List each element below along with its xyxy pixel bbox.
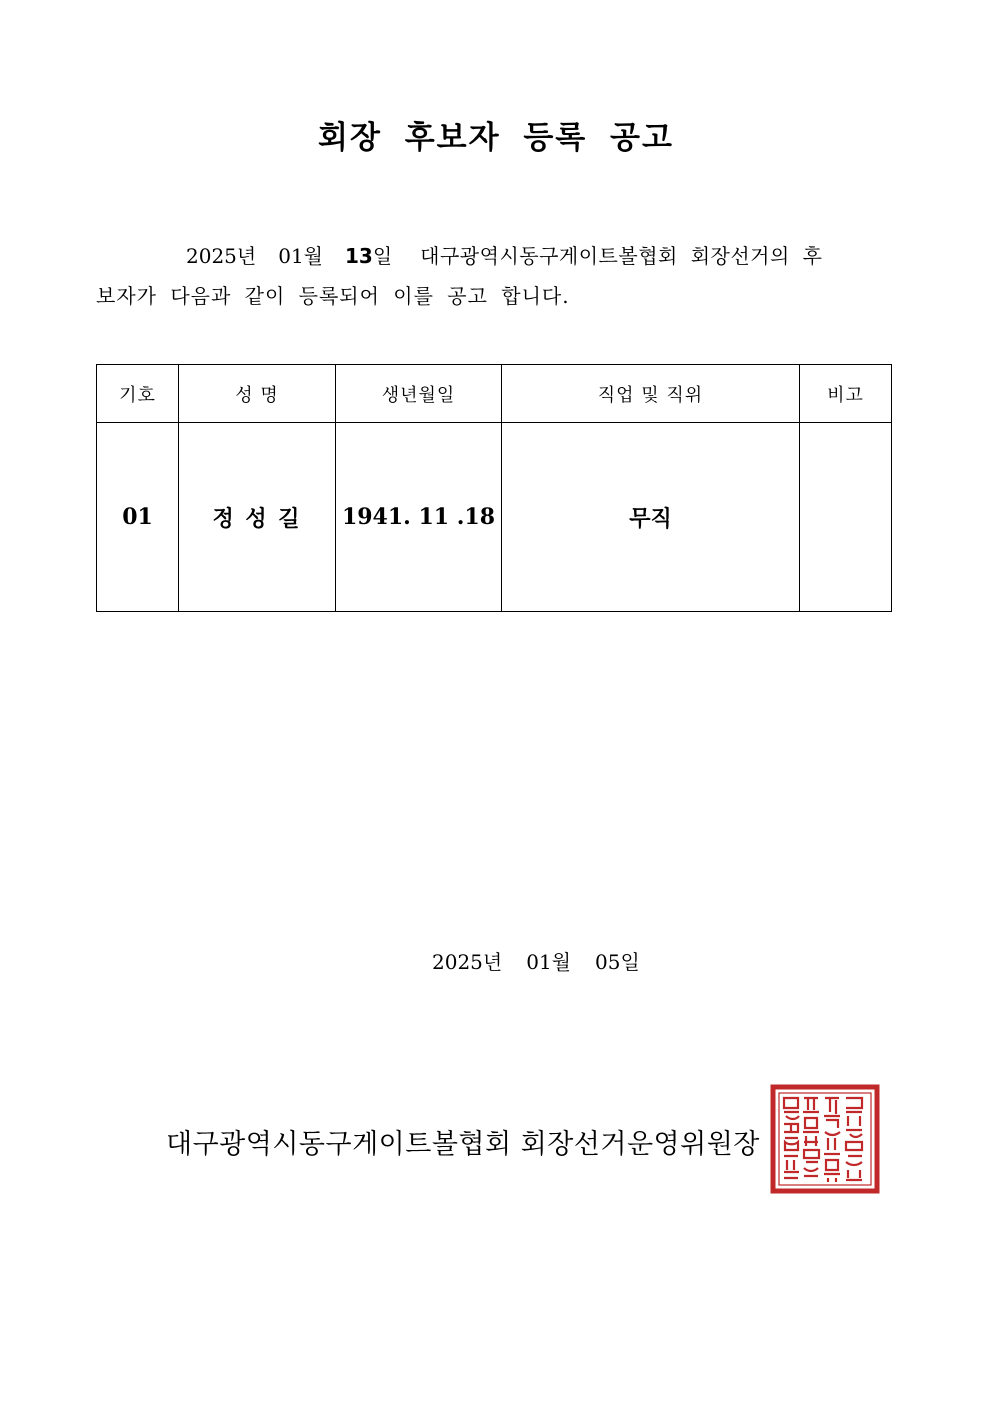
date-day: 05일 (595, 950, 640, 974)
cell-note (800, 423, 892, 612)
announcement-date (432, 946, 640, 975)
intro-year: 2025년 (186, 244, 257, 268)
candidate-table (96, 364, 892, 612)
intro-line-1 (96, 236, 896, 276)
cell-occupation: 무직 (502, 423, 800, 612)
cell-number: 01 (97, 423, 179, 612)
header-note: 비고 (800, 365, 892, 423)
date-month: 01월 (526, 950, 571, 974)
table-header-row (97, 365, 892, 423)
intro-line-1-rest: 대구광역시동구게이트볼협회 회장선거의 후 (420, 244, 823, 268)
intro-month: 01월 (278, 244, 323, 268)
cell-birthdate: 1941. 11 .18 (336, 423, 502, 612)
signatory-name: 대구광역시동구게이트볼협회 회장선거운영위원장 (166, 1129, 760, 1160)
notice-title: 회장 후보자 등록 공고 (318, 120, 674, 156)
intro-day-number: 13 (345, 244, 373, 268)
header-occupation: 직업 및 직위 (502, 365, 800, 423)
official-seal-icon (770, 1084, 880, 1194)
date-year: 2025년 (432, 950, 503, 974)
header-name: 성 명 (179, 365, 336, 423)
intro-day-unit: 일 (372, 244, 393, 268)
intro-line-2: 보자가 다음과 같이 등록되어 이를 공고 합니다. (96, 284, 570, 308)
cell-name: 정 성 길 (179, 423, 336, 612)
table-row (97, 423, 892, 612)
header-number: 기호 (97, 365, 179, 423)
header-birthdate: 생년월일 (336, 365, 502, 423)
notice-intro (96, 236, 896, 316)
